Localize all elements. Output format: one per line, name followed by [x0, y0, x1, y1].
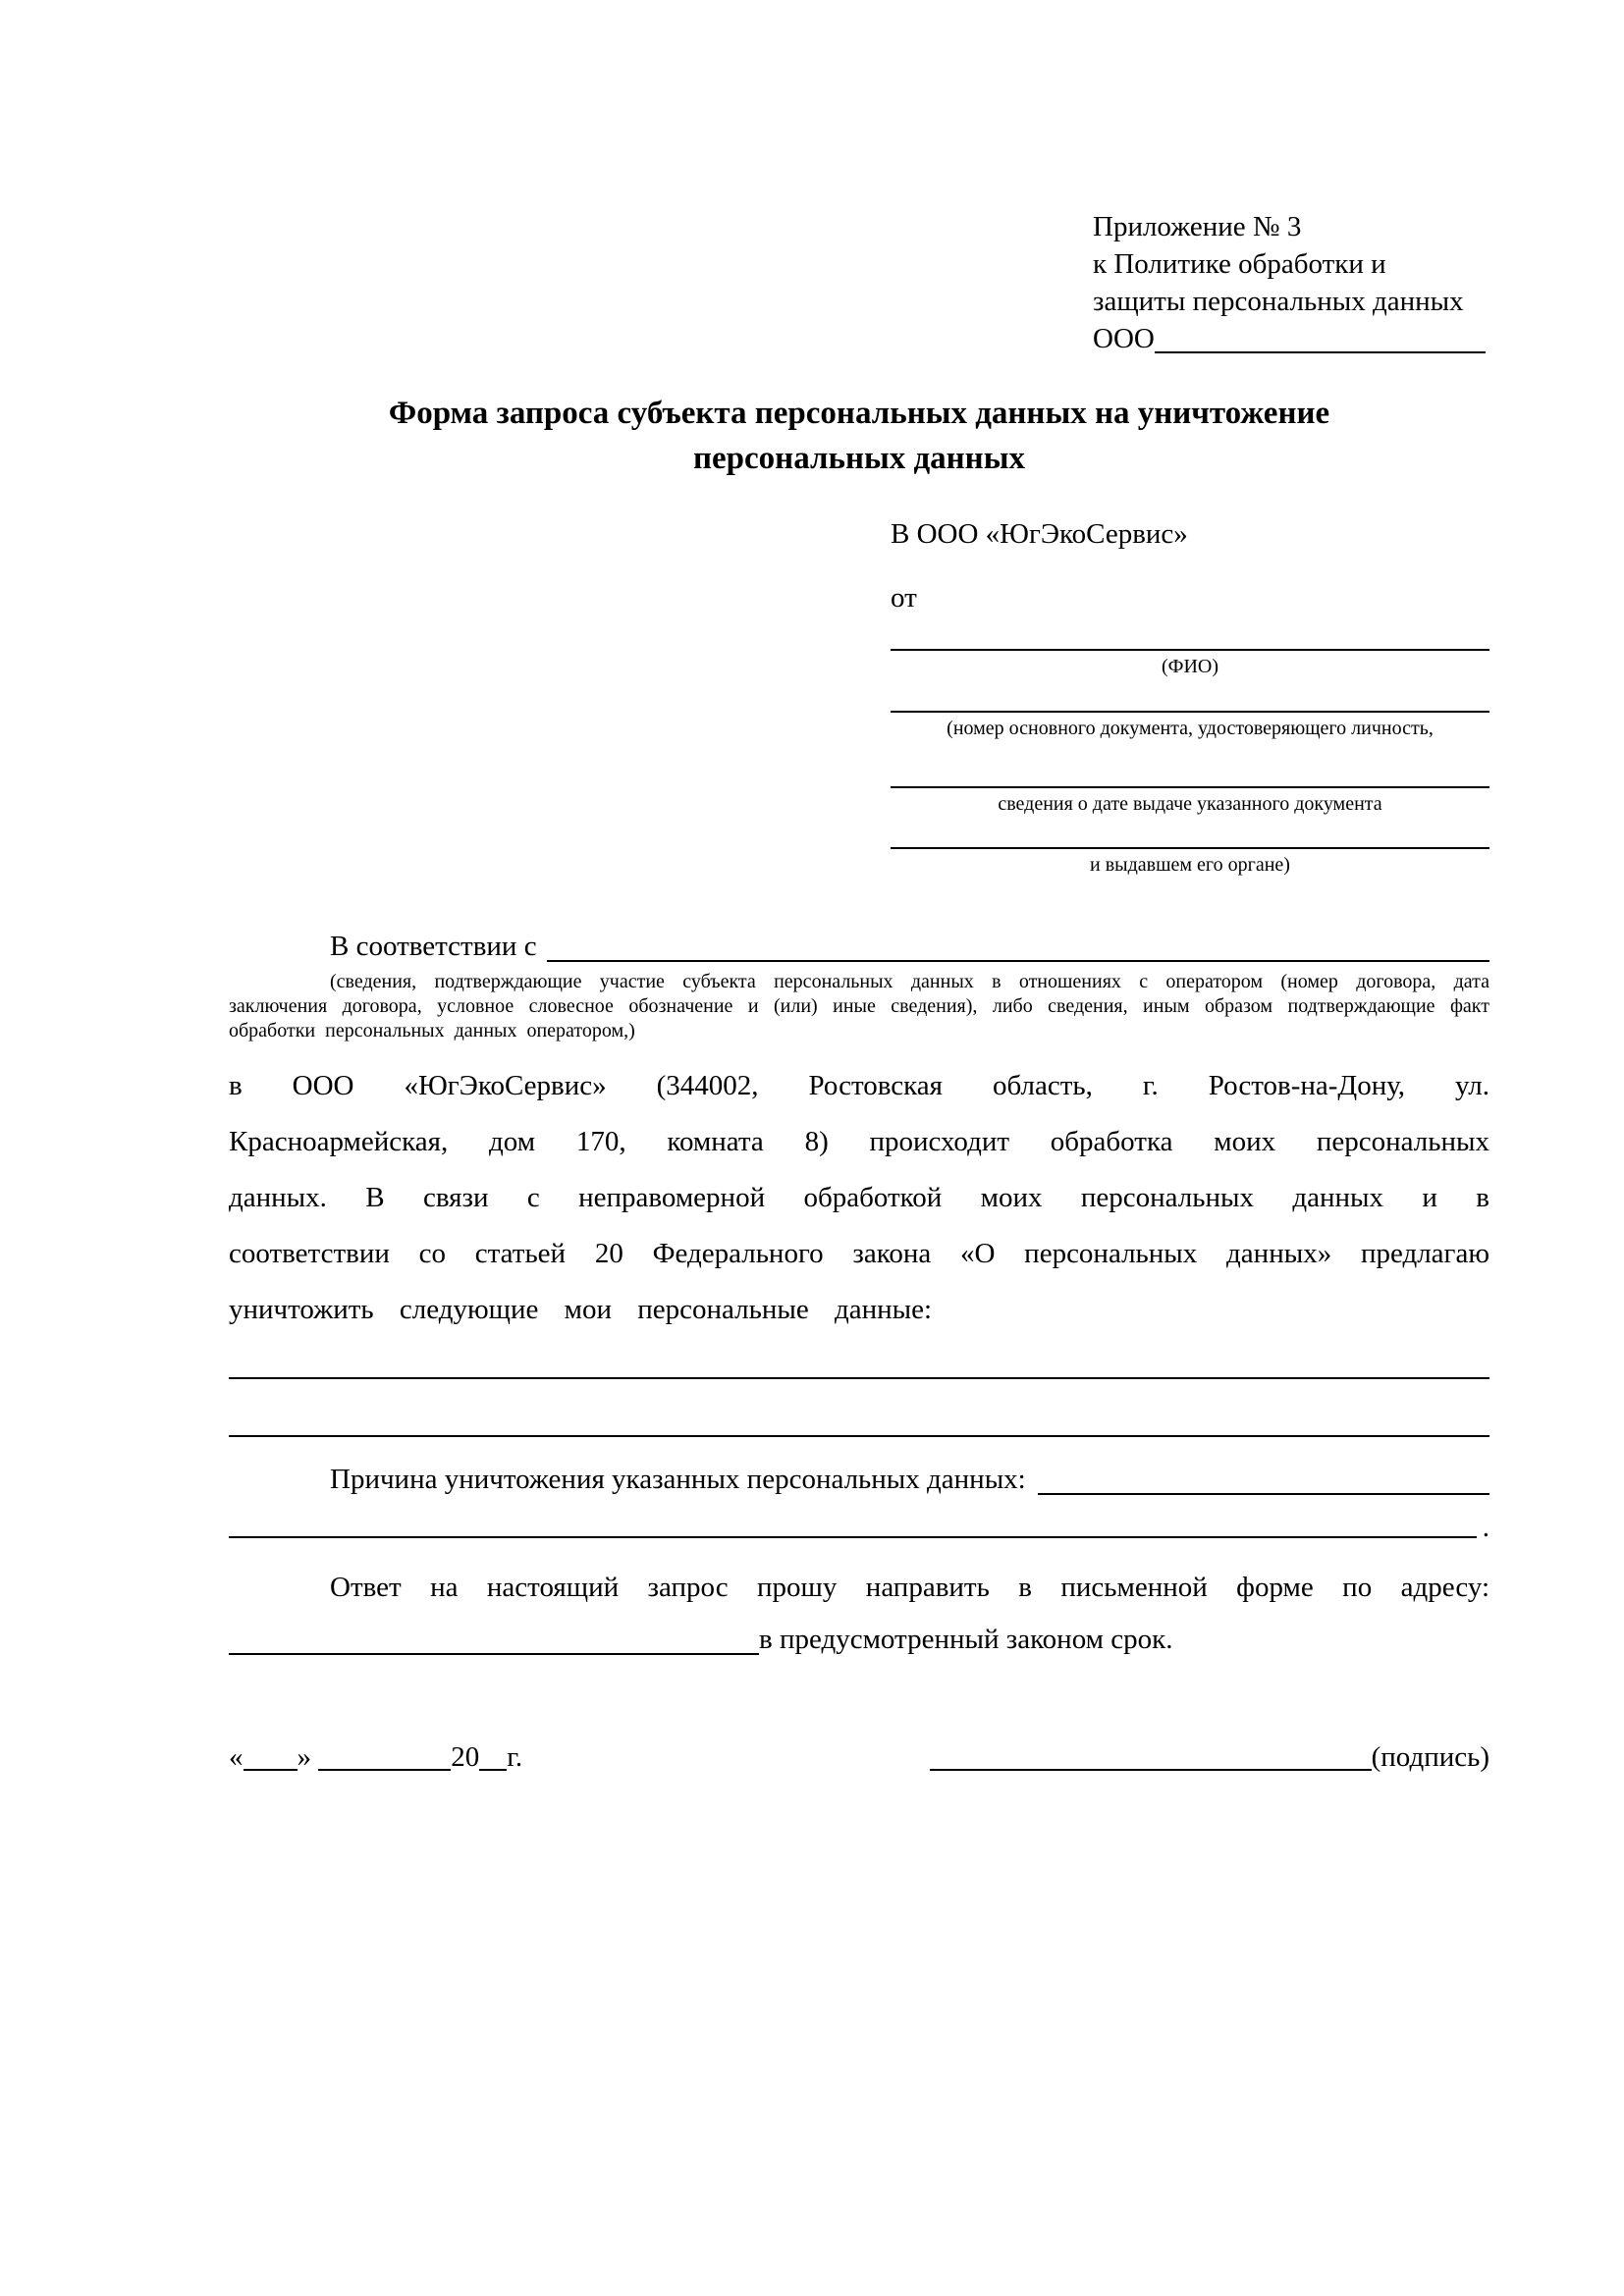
policy-line-2: защиты персональных данных — [1093, 286, 1464, 317]
date-month-blank-field — [318, 1744, 451, 1771]
issuing-authority-caption: и выдавшем его органе) — [1090, 854, 1290, 876]
personal-data-blank-line-1 — [229, 1377, 1489, 1379]
issue-date-caption: сведения о дате выдаче указанного документа — [998, 793, 1382, 815]
reason-period: . — [1482, 1511, 1489, 1543]
signature-blank-field — [930, 1744, 1372, 1771]
date-year-blank-field — [479, 1744, 507, 1771]
reason-blank-field — [1038, 1468, 1489, 1495]
date-quote-close: » — [297, 1741, 311, 1773]
page-title-wrap — [229, 391, 1489, 481]
address-blank-field — [229, 1629, 759, 1655]
reason-label: Причина уничтожения указанных персональных данных: — [330, 1464, 1026, 1495]
fio-blank-field — [891, 649, 1489, 651]
date-group — [229, 1737, 522, 1777]
reason-blank-row — [229, 1512, 1489, 1542]
ooo-label: ООО — [1093, 323, 1155, 354]
fio-caption: (ФИО) — [1161, 656, 1218, 677]
ooo-name-blank-field — [1155, 327, 1486, 353]
addressee-organization: В ООО «ЮгЭкоСервис» — [891, 518, 1188, 550]
signature-caption: (подпись) — [1371, 1741, 1489, 1773]
signature-group — [930, 1737, 1489, 1777]
date-quote-open: « — [229, 1741, 244, 1773]
policy-line-1: к Политике обработки и — [1093, 248, 1386, 280]
date-day-blank-field — [244, 1744, 298, 1771]
answer-address-row — [229, 1620, 1489, 1659]
accordance-label: В соответствии с — [330, 931, 537, 962]
accordance-row — [229, 927, 1489, 966]
appendix-header — [1093, 208, 1486, 357]
accordance-footnote: (сведения, подтверждающие участие субъекта персональных данных в отношениях с оператором (номер договора, дата заключения договора, условное словесное обозначение и (или) иные сведения), либо сведения, иным образом подтверждающие факт обработки персональных данных оператором,) — [229, 971, 1489, 1041]
reason-blank-line-full — [229, 1512, 1477, 1538]
accordance-blank-field — [547, 935, 1489, 962]
page-title: Форма запроса субъекта персональных данных на уничтожение персональных данных — [388, 396, 1330, 476]
reason-row — [229, 1460, 1489, 1499]
doc-number-blank-field — [891, 711, 1489, 713]
from-label: от — [891, 582, 917, 614]
year-suffix: г. — [507, 1741, 523, 1773]
appendix-number-line: Приложение № 3 — [1093, 211, 1302, 242]
doc-number-caption: (номер основного документа, удостоверяющего личность, — [947, 718, 1434, 739]
issuing-authority-blank-field — [891, 847, 1489, 849]
answer-request-line: Ответ на настоящий запрос прошу направить в письменной форме по адресу: — [330, 1572, 1489, 1603]
date-signature-row — [229, 1737, 1489, 1777]
answer-suffix: в предусмотренный законом срок. — [759, 1624, 1173, 1655]
body-paragraph: в ООО «ЮгЭкоСервис» (344002, Ростовская область, г. Ростов-на-Дону, ул. Красноармейская, дом 170, комната 8) происходит обработка моих персональных данных. В связи с неправомерной обработкой моих персональных данных и в соответствии со статьей 20 Федерального закона «О персональных данных» предлагаю уничтожить следующие мои персональные данные: — [229, 1070, 1489, 1325]
year-prefix: 20 — [451, 1741, 480, 1773]
issue-date-blank-field — [891, 786, 1489, 788]
personal-data-blank-line-2 — [229, 1435, 1489, 1437]
